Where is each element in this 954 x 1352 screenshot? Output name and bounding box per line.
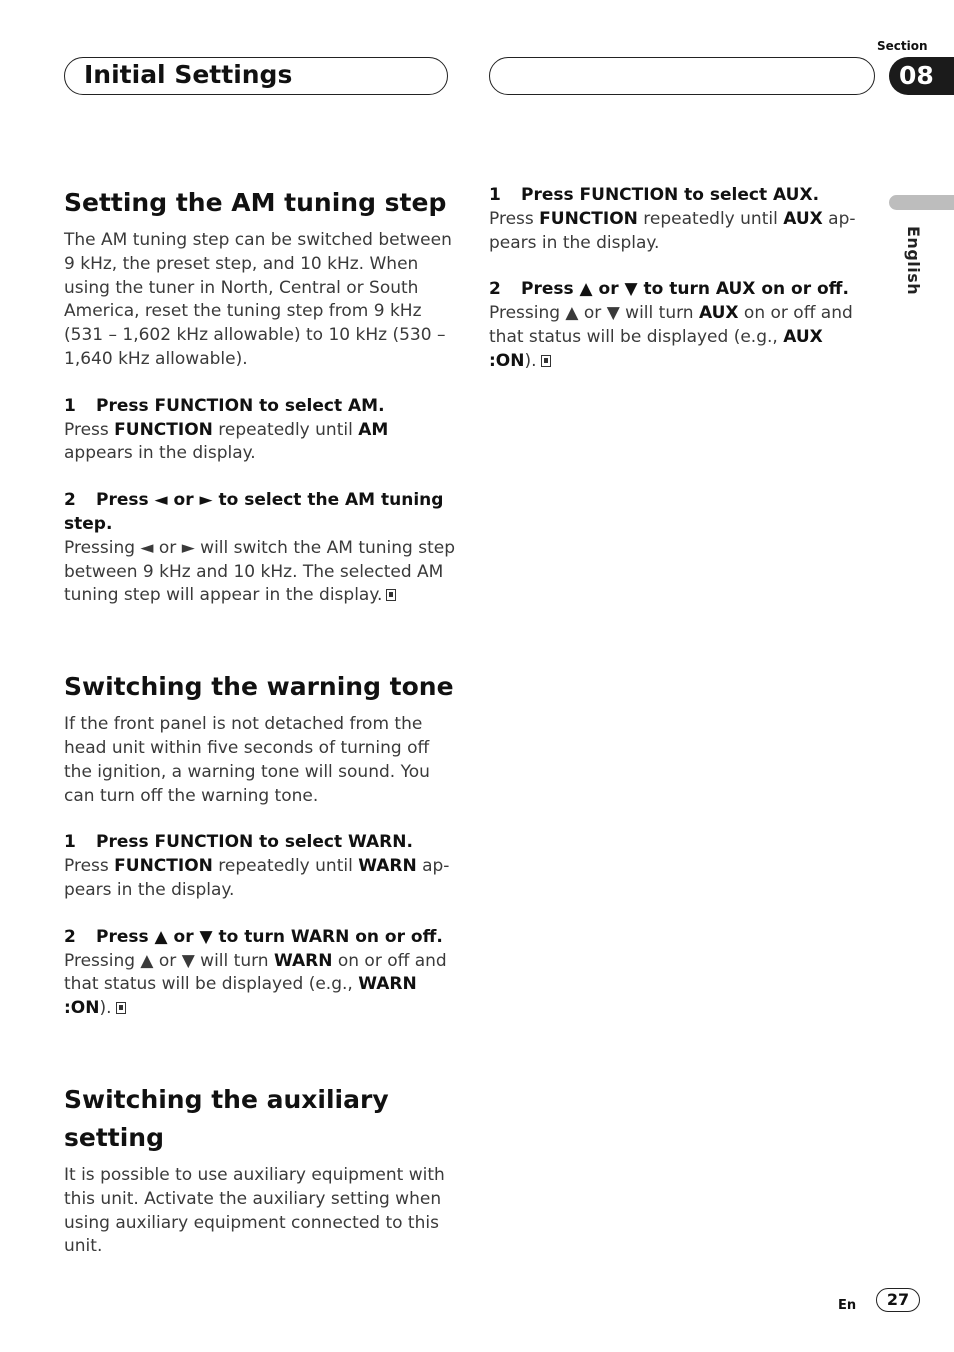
header-right-frame — [489, 57, 875, 95]
step-number: 2 — [64, 926, 76, 947]
step-heading-text: Press ◄ or ► to select the AM tuning step. — [64, 490, 444, 534]
step-number: 1 — [489, 185, 501, 205]
step-body: Pressing ▲ or ▼ will turn AUX on or off and that status will be displayed (e.g., AUX :ON). — [489, 303, 853, 371]
end-of-section-icon — [116, 1002, 126, 1014]
section-intro-warning-tone: If the front panel is not detached from the head unit within five seconds of turning off the ignition, a warning tone will sound. You can turn off the warning tone. — [64, 714, 430, 806]
page-number: 27 — [876, 1288, 920, 1312]
section-title-warning-tone: Switching the warning tone — [64, 672, 454, 702]
end-of-section-icon — [541, 355, 551, 367]
right-column — [489, 184, 859, 374]
step-body: Pressing ▲ or ▼ will turn WARN on or off and that status will be displayed (e.g., WARN :ON). — [64, 950, 447, 1019]
step-heading-text: Press ▲ or ▼ to turn AUX on or off. — [521, 279, 849, 300]
step-heading — [64, 395, 456, 419]
step-heading — [64, 926, 456, 950]
end-of-section-icon — [386, 589, 396, 601]
left-column — [64, 184, 456, 1259]
step-heading-text: Press FUNCTION to select AM. — [96, 395, 385, 416]
step-heading — [489, 278, 859, 302]
step-body: Press FUNCTION repeatedly until AUX ap-pears in the display. — [489, 208, 856, 253]
step-body: Pressing ◄ or ► will switch the AM tuning step between 9 kHz and 10 kHz. The selected AM tuning step will appear in the display. — [64, 537, 456, 606]
chapter-title: Initial Settings — [84, 60, 293, 89]
section-intro-auxiliary-setting: It is possible to use auxiliary equipment with this unit. Activate the auxiliary setting when using auxiliary equipment connected to this unit. — [64, 1164, 445, 1257]
step-heading-text: Press FUNCTION to select WARN. — [96, 832, 413, 853]
step-number: 1 — [64, 395, 76, 416]
language-tab-marker — [889, 195, 954, 210]
footer-language-code: En — [838, 1298, 857, 1313]
step-heading — [489, 184, 859, 208]
step-number: 1 — [64, 832, 76, 853]
section-title-am-tuning-step: Setting the AM tuning step — [64, 188, 447, 217]
language-label: English — [904, 226, 923, 296]
step-body: Press FUNCTION repeatedly until AM appears in the display. — [64, 419, 389, 464]
section-number-badge: 08 — [889, 57, 954, 95]
step-heading — [64, 489, 456, 537]
section-title-auxiliary-setting: Switching the auxiliary setting — [64, 1084, 389, 1152]
step-body: Press FUNCTION repeatedly until WARN ap-pears in the display. — [64, 856, 450, 900]
step-heading — [64, 831, 456, 855]
section-label: Section — [877, 39, 928, 53]
step-number: 2 — [489, 279, 501, 300]
step-number: 2 — [64, 490, 76, 511]
section-intro-am-tuning-step: The AM tuning step can be switched between 9 kHz, the preset step, and 10 kHz. When using the tuner in North, Central or South America, reset the tuning step from 9 kHz (531 – 1,602 kHz allowable) to 10 kHz (530 – 1,640 kHz allowable). — [64, 230, 452, 369]
step-heading-text: Press FUNCTION to select AUX. — [521, 185, 820, 205]
step-heading-text: Press ▲ or ▼ to turn WARN on or off. — [96, 926, 443, 947]
